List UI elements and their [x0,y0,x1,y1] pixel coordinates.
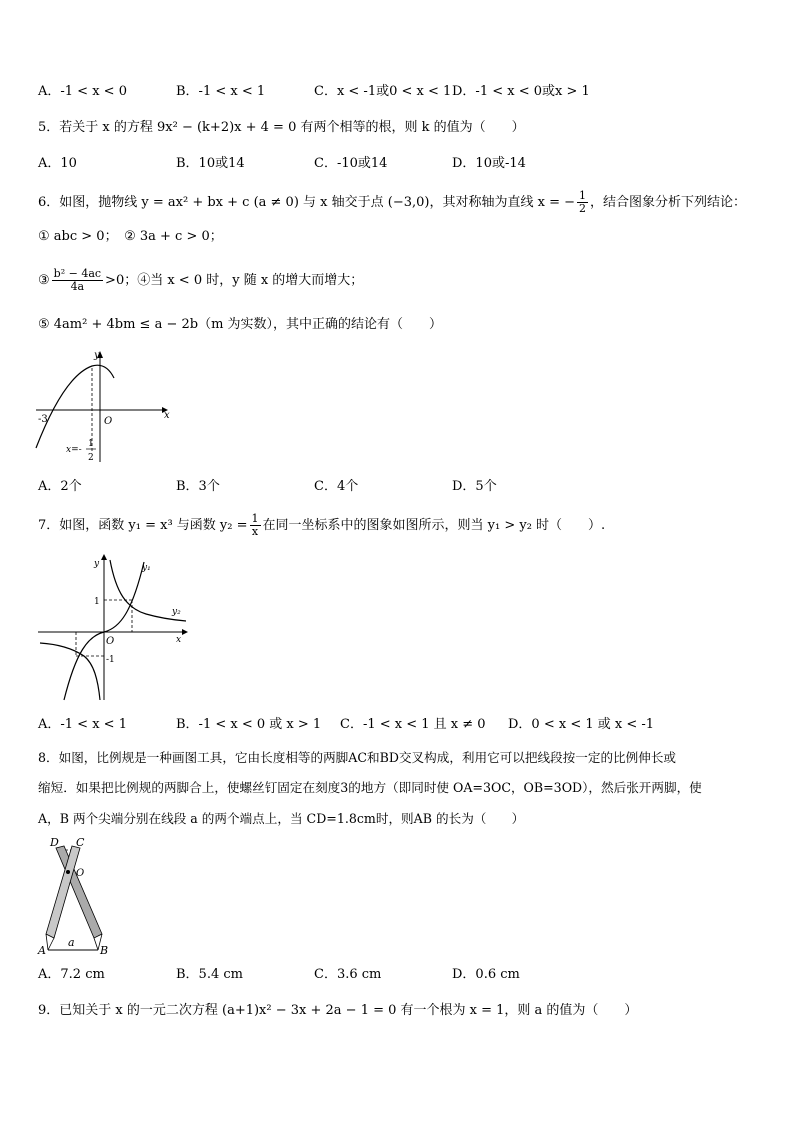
q6-parabola [36,365,114,448]
q8-option-c: C．3.6 cm [314,967,382,982]
q6-label-neg3: -3 [38,414,48,425]
q7-label-y1: y₁ [142,563,151,573]
q7-x-arrow [182,629,188,635]
q7-stem [38,513,605,538]
q8-tip-a-right [48,938,54,950]
q6-stem-fraction [577,190,588,215]
q5-option-d: D．10或-14 [452,156,526,171]
q6-stem [38,190,746,215]
q7-label-y2: y₂ [172,607,181,617]
q6-stem-part1: 6．如图，抛物线 y = ax² + bx + c (a ≠ 0) 与 x 轴交于点 (−3,0)，其对称轴为直线 x = − [38,195,575,210]
q6-parabola-figure [34,348,174,466]
q4-option-a: A．-1 < x < 0 [38,84,127,99]
q4-option-c: C．x < -1或0 < x < 1 [314,84,452,99]
q6-c3-den: 4a [70,280,85,293]
q7-stem-fraction [250,513,261,538]
q6-label-axis-den: 2 [88,453,94,463]
q4-option-b: B．-1 < x < 1 [176,84,266,99]
q7-y-arrow [101,554,107,560]
q7-option-d: D．0 < x < 1 或 x < -1 [508,717,655,732]
q7-stem-part1: 7．如图，函数 y₁ = x³ 与函数 y₂ = [38,518,248,533]
q6-conclusions-1-2: ① abc > 0； ② 3a + c > 0； [38,229,223,244]
q7-label-x: x [176,635,182,645]
q7-curve-y2-branch2 [40,643,100,700]
q6-label-y: y [94,350,100,361]
q6-label-axis-eq: x=- [66,445,82,455]
q6-stem-part2: ，结合图象分析下列结论： [590,195,747,210]
q6-option-b: B．3个 [176,479,220,494]
q9-stem: 9．已知关于 x 的一元二次方程 (a+1)x² − 3x + 2a − 1 = 0 有一个根为 x = 1，则 a 的值为（ ） [38,1003,638,1018]
q7-stem-part2: 在同一坐标系中的图象如图所示，则当 y₁ > y₂ 时（ ）. [262,518,606,533]
q6-conclusion-5: ⑤ 4am² + 4bm ≤ a − 2b（m 为实数），其中正确的结论有（ ） [38,317,443,332]
q7-frac-den: x [251,525,259,538]
q6-option-a: A．2个 [38,479,82,494]
q7-option-a: A．-1 < x < 1 [38,717,127,732]
q6-option-c: C．4个 [314,479,359,494]
q7-option-b: B．-1 < x < 0 或 x > 1 [176,717,322,732]
q6-conclusions-3-4 [38,268,363,293]
q7-label-neg-one: -1 [106,655,115,665]
q5-stem: 5．若关于 x 的方程 9x² − (k+2)x + 4 = 0 有两个相等的根，则 k 的值为（ ） [38,120,525,135]
q8-pivot-o [66,870,70,874]
q6-c3-num: b² − 4ac [53,267,102,280]
q8-option-a: A．7.2 cm [38,967,105,982]
q8-label-o: O [76,868,85,879]
q8-label-c: C [76,836,85,849]
q6-c3-c4: >0；④当 x < 0 时，y 随 x 的增大而增大； [105,273,364,288]
q8-stem-line1: 8．如图，比例规是一种画图工具，它由长度相等的两脚AC和BD交叉构成，利用它可以把线段按一定的比例伸长或 [38,750,677,765]
q5-option-b: B．10或14 [176,156,245,171]
q7-label-origin: O [106,636,115,647]
q7-option-c: C．-1 < x < 1 且 x ≠ 0 [340,717,486,732]
q4-option-d: D．-1 < x < 0或x > 1 [452,84,590,99]
q5-option-c: C．-10或14 [314,156,388,171]
q6-c3-fraction [52,268,103,293]
q7-frac-num: 1 [251,512,259,525]
q6-stem-frac-num: 1 [579,189,586,202]
q5-option-a: A．10 [38,156,77,171]
q8-option-d: D．0.6 cm [452,967,520,982]
q8-compass-figure [36,834,112,956]
q6-option-d: D．5个 [452,479,497,494]
q7-function-figure [36,552,192,702]
q6-stem-frac-den: 2 [579,202,586,215]
q8-label-seg-a: a [68,936,75,949]
q8-label-a: A [38,944,46,956]
q8-tip-b-left [94,938,98,950]
q8-stem-line2: 缩短．如果把比例规的两脚合上，使螺丝钉固定在刻度3的地方（即同时使 OA=3OC，OB=3OD），然后张开两脚，使 [38,780,702,795]
q6-label-x: x [164,410,170,421]
q6-label-axis-num: 1 [88,439,94,449]
q8-option-b: B．5.4 cm [176,967,243,982]
q8-stem-line3: A，B 两个尖端分别在线段 a 的两个端点上，当 CD=1.8cm时，则AB 的长为（ ） [38,811,525,826]
q7-label-one: 1 [94,597,100,607]
q8-label-b: B [100,944,109,956]
q8-tip-a-left [46,934,48,950]
q6-label-origin: O [104,416,113,427]
q8-label-d: D [50,836,59,849]
q7-label-y: y [94,559,100,569]
q6-c3-marker: ③ [38,273,50,288]
